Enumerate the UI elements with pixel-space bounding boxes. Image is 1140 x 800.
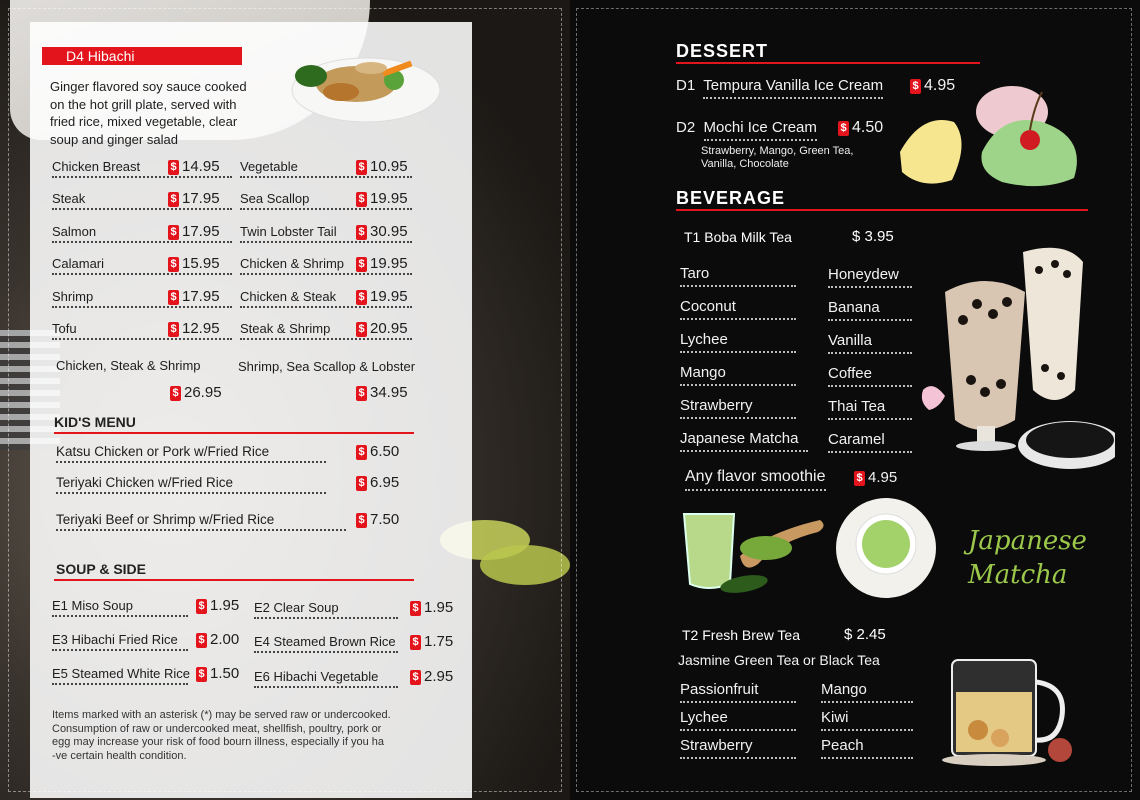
matcha-script: Japanese Matcha: [968, 526, 1087, 590]
price: $ 6.50: [356, 443, 399, 460]
price: $ 2.00: [196, 631, 239, 648]
divider: [54, 579, 414, 581]
boba-tea-image: [915, 240, 1115, 480]
price: $ 7.50: [356, 511, 399, 528]
disclaimer: Items marked with an asterisk (*) may be served raw or undercooked. Consumption of raw or undercooked meat, shellfish, poultry, pork or egg may increase your risk of food bourn illness, especially if you ha -ve certain health condition.: [52, 709, 391, 762]
tea-flavor: Mango: [821, 681, 913, 703]
price: $ 14.95: [168, 158, 220, 175]
flavor-item: Vanilla: [828, 332, 912, 354]
price: $ 4.95: [854, 469, 897, 486]
price: $ 19.95: [356, 288, 408, 305]
flavor-item: Honeydew: [828, 266, 912, 288]
price: $ 19.95: [356, 255, 408, 272]
tea-flavor: Strawberry: [680, 737, 796, 759]
menu-item: Twin Lobster Tail: [240, 224, 412, 243]
fresh-tea-image: [942, 652, 1092, 772]
price: $ 1.95: [410, 599, 453, 616]
fresh-brew-subtitle: Jasmine Green Tea or Black Tea: [678, 652, 880, 668]
combo-item: Shrimp, Sea Scallop & Lobster: [238, 359, 416, 374]
menu-item: Chicken & Shrimp: [240, 256, 412, 275]
menu-item: Steak & Shrimp: [240, 321, 412, 340]
hibachi-description: Ginger flavored soy sauce cooked on the hot grill plate, served with fried rice, mixed vegetable, clear soup and ginger salad: [50, 79, 247, 147]
soup-item: E1 Miso Soup: [52, 598, 188, 617]
flavor-item: Strawberry: [680, 397, 796, 419]
price: $ 10.95: [356, 158, 408, 175]
price: $ 34.95: [356, 384, 408, 401]
price: $ 15.95: [168, 255, 220, 272]
menu-item: Sea Scallop: [240, 191, 412, 210]
hibachi-plate-image: [286, 38, 446, 128]
price: $ 19.95: [356, 190, 408, 207]
soup-item: E2 Clear Soup: [254, 600, 398, 619]
tea-flavor: Peach: [821, 737, 913, 759]
flavor-item: Japanese Matcha: [680, 430, 808, 452]
menu-item: Chicken & Steak: [240, 289, 412, 308]
flavor-item: Thai Tea: [828, 398, 912, 420]
price: $ 12.95: [168, 320, 220, 337]
price: $ 20.95: [356, 320, 408, 337]
flavor-item: Coffee: [828, 365, 912, 387]
divider: [676, 209, 1088, 211]
dessert-title: DESSERT: [676, 41, 769, 61]
soup-item: E3 Hibachi Fried Rice: [52, 632, 188, 651]
divider: [676, 62, 980, 64]
flavor-item: Taro: [680, 265, 796, 287]
price: $ 1.95: [196, 597, 239, 614]
price: $ 17.95: [168, 190, 220, 207]
soup-item: E4 Steamed Brown Rice: [254, 634, 398, 653]
menu-panel: [30, 22, 472, 798]
tea-flavor: Passionfruit: [680, 681, 796, 703]
flavor-item: Banana: [828, 299, 912, 321]
price: $ 4.95: [910, 77, 955, 95]
price: $ 4.50: [838, 119, 883, 137]
price: $ 1.75: [410, 633, 453, 650]
flavor-item: Caramel: [828, 431, 912, 453]
menu-item: Steak: [52, 191, 232, 210]
flavor-item: Mango: [680, 364, 796, 386]
divider: [54, 432, 414, 434]
menu-item: Chicken Breast: [52, 159, 232, 178]
beverage-title: BEVERAGE: [676, 188, 786, 208]
price: $ 26.95: [170, 384, 222, 401]
flavor-item: Coconut: [680, 298, 796, 320]
price: $ 2.95: [410, 668, 453, 685]
kids-menu-title: KID'S MENU: [54, 414, 136, 430]
price: $ 17.95: [168, 288, 220, 305]
tea-flavor: Kiwi: [821, 709, 913, 731]
soup-side-title: SOUP & SIDE: [56, 561, 146, 577]
dessert-item: D2 Mochi Ice Cream: [676, 119, 817, 136]
menu-item: Salmon: [52, 224, 232, 243]
soup-item: E6 Hibachi Vegetable: [254, 669, 398, 688]
flavor-item: Lychee: [680, 331, 796, 353]
smoothie-item: Any flavor smoothie: [685, 468, 826, 491]
mochi-flavors: Strawberry, Mango, Green Tea, Vanilla, Chocolate: [701, 145, 854, 170]
price: $ 30.95: [356, 223, 408, 240]
hibachi-title: D4 Hibachi: [42, 47, 242, 65]
menu-item: Shrimp: [52, 289, 232, 308]
tea-flavor: Lychee: [680, 709, 796, 731]
menu-item: Tofu: [52, 321, 232, 340]
price: $ 17.95: [168, 223, 220, 240]
right-page: DESSERT D1 Tempura Vanilla Ice Cream $ 4.95 D2 Mochi Ice Cream $ 4.50 Strawberry, Mango, Green Tea, Vanilla, Chocolate BEVERAGE T1 Boba Milk Tea $ 3.95 Taro Coconut Lychee Mango Strawberry Japanese Matcha Honeydew Banana Vanilla Coffee Thai Tea Caramel Any flavor smoothie $ 4.95 Japanese Matcha T2 Fresh Brew Tea $ 2.45 Jasmine Green Tea or Black Tea Passionfruit Lychee Strawberry Mango Kiwi Peach: [570, 0, 1140, 800]
kids-item: Teriyaki Beef or Shrimp w/Fried Rice: [56, 512, 346, 531]
price: $ 1.50: [196, 665, 239, 682]
matcha-image: [678, 492, 958, 604]
price: $ 6.95: [356, 474, 399, 491]
soup-item: E5 Steamed White Rice: [52, 666, 188, 685]
kids-item: Katsu Chicken or Pork w/Fried Rice: [56, 444, 326, 463]
dessert-item: D1 Tempura Vanilla Ice Cream: [676, 77, 883, 94]
menu-item: Calamari: [52, 256, 232, 275]
combo-item: Chicken, Steak & Shrimp: [56, 358, 201, 373]
kids-item: Teriyaki Chicken w/Fried Rice: [56, 475, 326, 494]
mochi-image: [892, 82, 1092, 192]
menu-item: Vegetable: [240, 159, 412, 178]
